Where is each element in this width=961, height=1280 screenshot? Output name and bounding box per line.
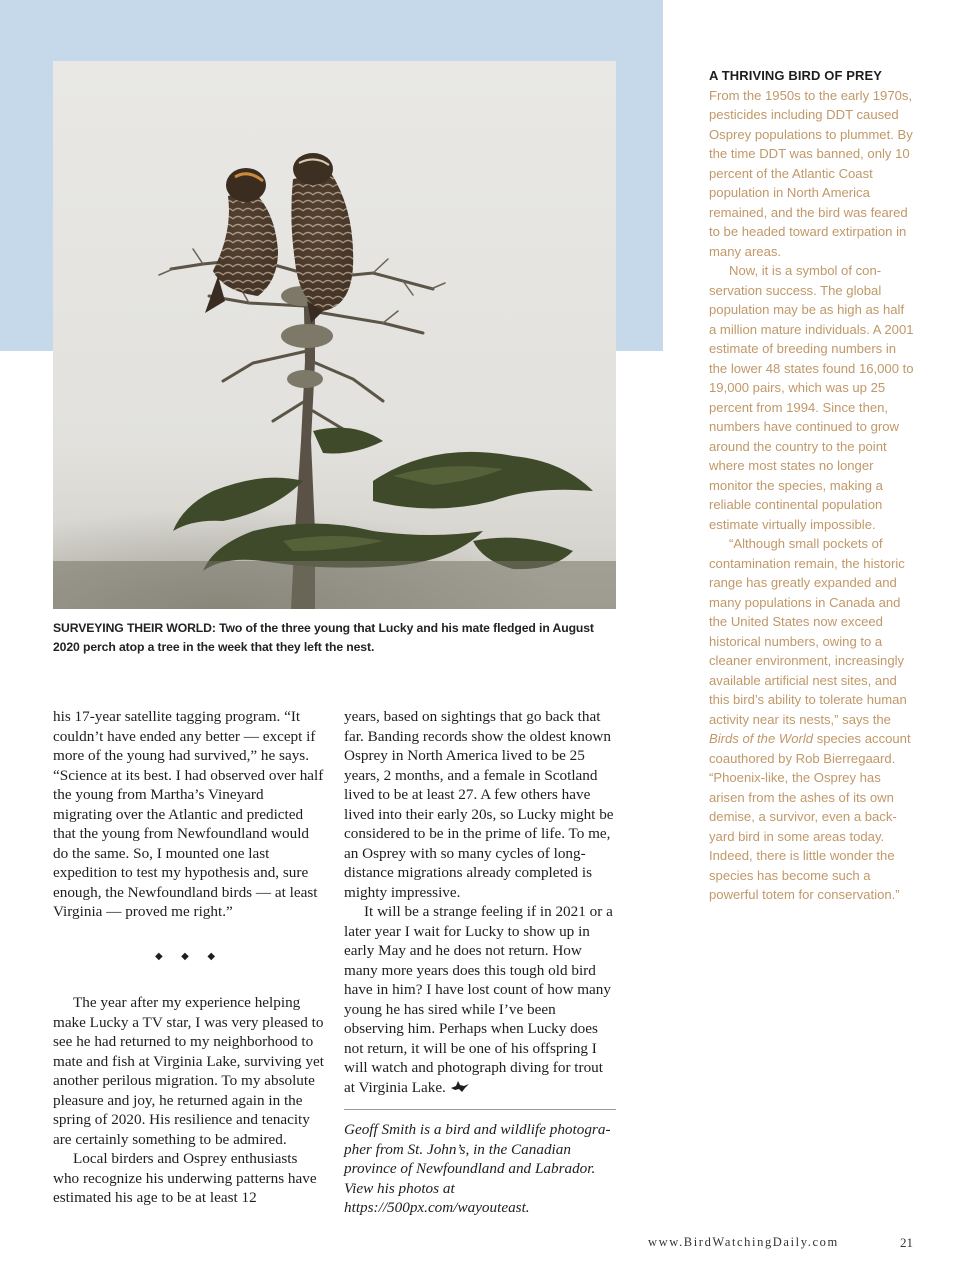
- osprey-illustration: [53, 61, 616, 609]
- sidebar-paragraph: Now, it is a symbol of conservation success. The global population may be as high as half a million mature individuals. A 2001 estimate of breeding numbers in the lower 48 states found 16,000 to 19,000 pairs, which was up 25 percent from 1994. Since then, numbers have continued to grow around the country to the point where most states no longer monitor the species, making a reliable continental population estimate virtually impossible.: [709, 263, 914, 532]
- closing-paragraph: [344, 902, 616, 1097]
- body-paragraph: Local birders and Osprey enthusiasts who recognize his underwing patterns have estimated his age to be at least 12: [53, 1150, 317, 1206]
- photo-caption: SURVEYING THEIR WORLD: Two of the three young that Lucky and his mate fledged in August 2020 perch atop a tree in the week that they left the nest.: [53, 621, 594, 654]
- sidebar-thriving-bird-of-prey: [709, 66, 914, 905]
- body-paragraph: years, based on sightings that go back that far. Banding records show the oldest known Osprey in North America lived to be 25 years, 2 months, and a female in Scotland lived to be at least 27. A few others have lived into their early 20s, so Lucky might be considered to be in the prime of life. To me, an Osprey with so many cycles of long-distance migrations already completed is mighty impressive.: [344, 708, 614, 901]
- section-break-dingbats: ◆ ◆ ◆: [154, 950, 224, 962]
- body-paragraph: his 17-year satellite tagging program. “It couldn’t have ended any better — except if more of the young had survived,” he says. “Science at its best. I had observed over half the young from Martha’s Vineyard migrating over the Atlantic and predicted that the young from Newfoundland would do the same. So, I mounted one last expedition to test my hypothesis and, sure enough, the Newfoundland birds — at least Virginia — proved me right.”: [53, 708, 324, 920]
- article-column-2: [344, 707, 616, 1218]
- sidebar-paragraph: [709, 534, 914, 905]
- page-footer: [648, 1235, 913, 1253]
- closing-paragraph-text: It will be a strange feeling if in 2021 or a later year I wait for Lucky to show up in early May and he does not return. How many more years does this tough old bird have in him? I have lost count of how many young he has sired while I’ve been observing him. Perhaps when Lucky does not return, it will be one of his offspring I will watch and photograph diving for trout at Virginia Lake.: [344, 903, 613, 1096]
- bio-divider: [344, 1109, 616, 1110]
- bird-endmark-icon: [450, 1080, 470, 1093]
- sidebar-quote-end: species account coauthored by Rob Bierregaard. “Phoenix-like, the Osprey has arisen from the ashes of its own demise, a survivor, even a backyard bird in some areas today. Indeed, there is little wonder the species has become such a powerful totem for conservation.”: [709, 731, 911, 902]
- page-number: 21: [900, 1235, 913, 1250]
- author-bio: Geoff Smith is a bird and wildlife photographer from St. John’s, in the Canadian province of Newfoundland and Labrador. View his photos at https://500px.com/wayouteast.: [344, 1121, 611, 1216]
- body-paragraph: The year after my experience helping make Lucky a TV star, I was very pleased to see he had returned to my neighborhood to mate and fish at Virginia Lake, surviving yet another perilous migration. To my absolute pleasure and joy, he returned again in the spring of 2020. His resilience and tenacity are certainly something to be admired.: [53, 994, 324, 1148]
- sidebar-paragraph: From the 1950s to the early 1970s, pesticides including DDT caused Osprey populations to plummet. By the time DDT was banned, only 10 percent of the Atlantic Coast population in North America remained, and the bird was feared to be headed toward extirpation in many areas.: [709, 87, 913, 259]
- article-column-1: [53, 707, 325, 1208]
- sidebar-heading: A THRIVING BIRD OF PREY: [709, 68, 882, 83]
- sidebar-quote-start: “Although small pockets of contamination remain, the historic range has greatly expanded and many populations in Canada and the United States now exceed historical numbers, owing to a cleaner environment, increasingly available artificial nest sites, and this bird’s ability to tolerate human activity near its nests,” says the: [709, 536, 907, 727]
- osprey-photo: [53, 61, 616, 609]
- footer-url: www.BirdWatchingDaily.com: [648, 1235, 839, 1249]
- sidebar-quote-source: Birds of the World: [709, 731, 814, 746]
